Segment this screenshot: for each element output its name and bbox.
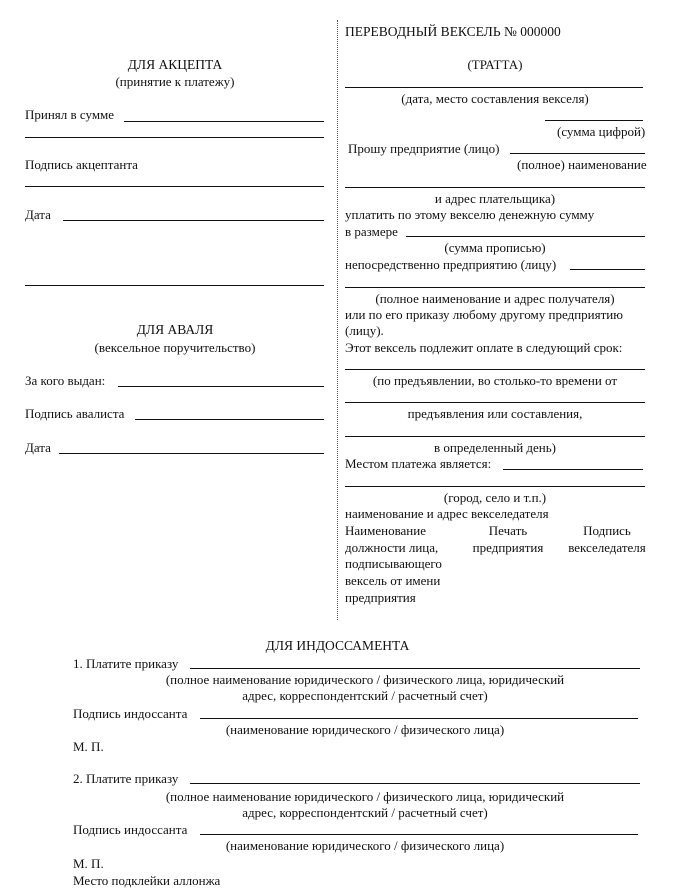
sum-digits-field[interactable] (545, 120, 643, 121)
acceptance-extra-line[interactable] (25, 285, 324, 286)
place-of-payment-label: Местом платежа является: (345, 456, 492, 471)
allonge-place-label: Место подклейки аллонжа (73, 873, 221, 888)
in-amount-label: в размере (345, 224, 398, 239)
acceptance-date-field[interactable] (63, 220, 324, 221)
place-date-field[interactable] (345, 87, 643, 88)
pay-order-1-field[interactable] (190, 668, 640, 669)
sum-digits-caption: (сумма цифрой) (557, 124, 646, 139)
acceptance-date-label: Дата (25, 207, 51, 222)
city-caption: (город, село и т.п.) (443, 490, 547, 505)
acceptor-signature-field[interactable] (25, 186, 324, 187)
drawer-signature-line1: Подпись (583, 523, 631, 538)
sig-col1-line4: вексель от имени (345, 573, 441, 588)
avalist-signature-label: Подпись авалиста (25, 406, 125, 421)
endorser-signature-1-field[interactable] (200, 718, 638, 719)
due-term-field[interactable] (345, 369, 645, 370)
fixed-day-caption: в определенный день) (433, 440, 557, 455)
endorser-signature-2-label: Подпись индоссанта (73, 822, 188, 837)
endorser-signature-1-label: Подпись индоссанта (73, 706, 188, 721)
sig-col1-line5: предприятия (345, 590, 416, 605)
full-name-caption: (полное) наименование (517, 157, 647, 172)
seal-mark-2: М. П. (73, 856, 104, 871)
aval-subtitle: (вексельное поручительство) (94, 340, 256, 355)
payer-address-caption: и адрес плательщика) (434, 191, 556, 206)
seal-col-line1: Печать (488, 523, 528, 538)
on-presentation-caption: (по предъявлении, во столько-то времени от (372, 373, 618, 388)
accepted-sum-field[interactable] (124, 121, 324, 122)
aval-date-field[interactable] (59, 453, 324, 454)
pay-order-1-label: 1. Платите приказу (73, 656, 179, 671)
bill-title: ПЕРЕВОДНЫЙ ВЕКСЕЛЬ № 000000 (345, 24, 561, 39)
place-of-payment-field-2[interactable] (345, 486, 645, 487)
due-term-field-3[interactable] (345, 436, 645, 437)
pay-order-2-label: 2. Платите приказу (73, 771, 179, 786)
or-order-text-2: (лицу). (345, 323, 384, 338)
place-of-payment-field[interactable] (503, 469, 643, 470)
sig-col1-line3: подписывающего (345, 556, 442, 571)
due-term-text: Этот вексель подлежит оплате в следующий срок: (345, 340, 623, 355)
signer-name-caption-1: (наименование юридического / физического лица) (225, 722, 505, 737)
aval-date-label: Дата (25, 440, 51, 455)
sig-col1-line1: Наименование (345, 523, 426, 538)
pay-by-bill-text: уплатить по этому векселю денежную сумму (345, 207, 595, 222)
accepted-sum-label: Принял в сумме (25, 107, 115, 122)
payer-field[interactable] (510, 153, 645, 154)
request-label: Прошу предприятие (лицо) (348, 141, 500, 156)
place-date-caption: (дата, место составления векселя) (401, 91, 589, 106)
entity-caption-2-line1: (полное наименование юридического / физического лица, юридический (165, 789, 565, 804)
drawer-signature-line2: векселедателя (568, 540, 646, 555)
recipient-field-2[interactable] (345, 287, 645, 288)
recipient-caption: (полное наименование и адрес получателя) (375, 291, 615, 306)
aval-for-whom-field[interactable] (118, 386, 324, 387)
due-term-field-2[interactable] (345, 402, 645, 403)
pay-order-2-field[interactable] (190, 783, 640, 784)
presentation-or-caption: предъявления или составления, (407, 406, 583, 421)
endorser-signature-2-field[interactable] (200, 834, 638, 835)
seal-mark-1: М. П. (73, 739, 104, 754)
signer-name-caption-2: (наименование юридического / физического лица) (225, 838, 505, 853)
entity-caption-1-line1: (полное наименование юридического / физического лица, юридический (165, 672, 565, 687)
recipient-field[interactable] (570, 269, 645, 270)
or-order-text: или по его приказу любому другому предприятию (345, 307, 623, 322)
payer-field-2[interactable] (345, 187, 645, 188)
drawer-name-text: наименование и адрес векселедателя (345, 506, 549, 521)
entity-caption-1-line2: адрес, корреспондентский / расчетный счет) (242, 688, 488, 703)
endorsement-title: ДЛЯ ИНДОССАМЕНТА (265, 638, 410, 653)
amount-words-field[interactable] (406, 236, 645, 237)
sig-col1-line2: должности лица, (345, 540, 439, 555)
acceptor-signature-label: Подпись акцептанта (25, 157, 138, 172)
bill-type: (ТРАТТА) (467, 57, 523, 72)
directly-label: непосредственно предприятию (лицу) (345, 257, 557, 272)
avalist-signature-field[interactable] (135, 419, 324, 420)
seal-col-line2: предприятия (472, 540, 544, 555)
sum-words-caption: (сумма прописью) (444, 240, 546, 255)
aval-title: ДЛЯ АВАЛЯ (136, 322, 214, 337)
entity-caption-2-line2: адрес, корреспондентский / расчетный счет) (242, 805, 488, 820)
column-divider (337, 20, 338, 620)
aval-for-whom-label: За кого выдан: (25, 373, 106, 388)
accepted-sum-field-2[interactable] (25, 137, 324, 138)
acceptance-subtitle: (принятие к платежу) (115, 74, 235, 89)
acceptance-title: ДЛЯ АКЦЕПТА (127, 57, 223, 72)
